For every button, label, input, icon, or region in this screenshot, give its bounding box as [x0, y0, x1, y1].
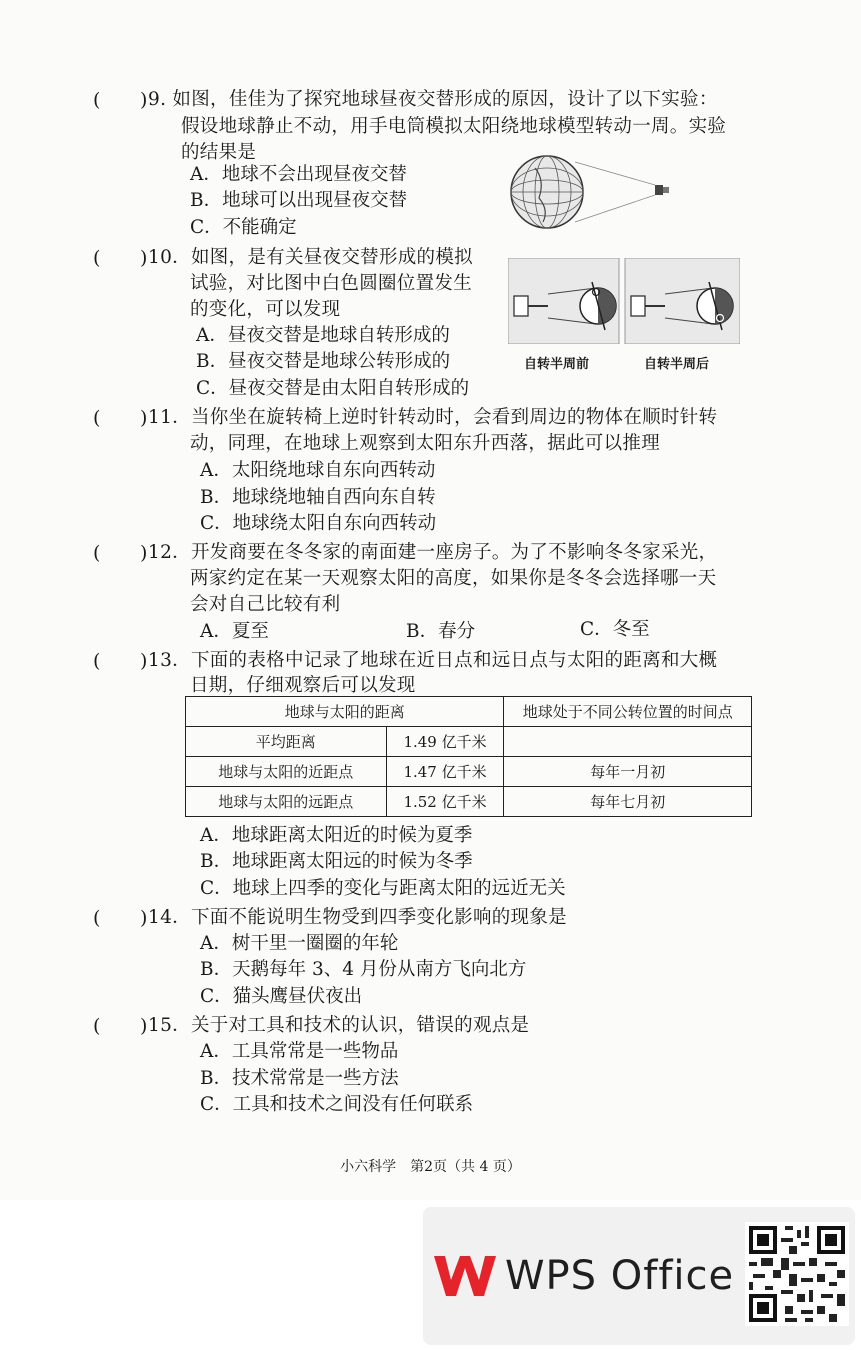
- q10-text-line3: 的变化，可以发现: [190, 299, 341, 320]
- q15-text-line1: 15．关于对工具和技术的认识，错误的观点是: [148, 1015, 530, 1036]
- q11-text-line1: 11．当你坐在旋转椅上逆时针转动时，会看到周边的物体在顺时针转: [148, 407, 718, 428]
- fig-label-before: 自转半周前: [524, 357, 590, 372]
- q14-option-a: A．树干里一圈圈的年轮: [200, 933, 399, 954]
- answer-paren-close: ): [140, 650, 148, 672]
- wps-brand-text: WPS Office: [505, 1253, 735, 1299]
- q9-text-line1: 9. 如图，佳佳为了探究地球昼夜交替形成的原因，设计了以下实验：: [148, 89, 718, 110]
- q12-text-line3: 会对自己比较有利: [190, 594, 341, 615]
- q11-option-a: A．太阳绕地球自东向西转动: [200, 460, 436, 481]
- q10-text-line2: 试验，对比图中白色圆圈位置发生: [190, 273, 473, 294]
- q12-option-b: B．春分: [406, 621, 476, 642]
- q10-text-line1: 10．如图，是有关昼夜交替形成的模拟: [148, 247, 473, 268]
- q10-option-a: A．昼夜交替是地球自转形成的: [196, 325, 450, 346]
- q13-option-a: A．地球距离太阳近的时候为夏季: [200, 825, 473, 846]
- table-cell: 平均距离: [186, 727, 387, 757]
- table-header-cell: 地球处于不同公转位置的时间点: [504, 697, 752, 727]
- q11-text-line2: 动，同理，在地球上观察到太阳东升西落，据此可以推理: [190, 433, 661, 454]
- answer-paren-open: (: [93, 907, 101, 929]
- table-cell: 1.52 亿千米: [386, 787, 504, 817]
- q15-option-b: B．技术常常是一些方法: [200, 1068, 399, 1089]
- q9-text-line3: 的结果是: [181, 142, 257, 163]
- q9-text-line2: 假设地球静止不动，用手电筒模拟太阳绕地球模型转动一周。实验: [181, 116, 727, 137]
- q12-option-a: A．夏至: [200, 621, 269, 642]
- q13-option-c: C．地球上四季的变化与距离太阳的远近无关: [200, 878, 566, 899]
- answer-paren-close: ): [140, 907, 148, 929]
- table-cell: 每年一月初: [504, 757, 752, 787]
- day-night-rotation-figure: [508, 258, 740, 344]
- table-cell: [504, 727, 752, 757]
- answer-paren-open: (: [93, 407, 101, 429]
- q10-option-c: C．昼夜交替是由太阳自转形成的: [196, 378, 470, 399]
- q9-option-a: A．地球不会出现昼夜交替: [190, 164, 407, 185]
- q13-text-line1: 13．下面的表格中记录了地球在近日点和远日点与太阳的距离和大概: [148, 650, 718, 671]
- page-footer: 小六科学 第2页（共 4 页）: [340, 1159, 521, 1175]
- q14-option-b: B．天鹅每年 3、4 月份从南方飞向北方: [200, 959, 527, 980]
- q12-option-c: C．冬至: [580, 619, 650, 640]
- answer-paren-close: ): [140, 407, 148, 429]
- q11-option-b: B．地球绕地轴自西向东自转: [200, 487, 436, 508]
- q13-text-line2: 日期，仔细观察后可以发现: [190, 675, 416, 696]
- table-header-row: [186, 697, 752, 727]
- answer-paren-open: (: [93, 542, 101, 564]
- table-cell: 地球与太阳的近距点: [186, 757, 387, 787]
- table-row: [186, 727, 752, 757]
- table-cell: 每年七月初: [504, 787, 752, 817]
- table-cell: 1.49 亿千米: [386, 727, 504, 757]
- answer-paren-close: ): [140, 247, 148, 269]
- answer-paren-close: ): [140, 1015, 148, 1037]
- q9-option-c: C．不能确定: [190, 217, 297, 238]
- table-cell: 地球与太阳的远距点: [186, 787, 387, 817]
- q9-option-b: B．地球可以出现昼夜交替: [190, 190, 408, 211]
- q13-option-b: B．地球距离太阳远的时候为冬季: [200, 851, 473, 872]
- table-row: [186, 757, 752, 787]
- fig-label-after: 自转半周后: [644, 357, 710, 372]
- table-cell: 1.47 亿千米: [386, 757, 504, 787]
- q14-text-line1: 14．下面不能说明生物受到四季变化影响的现象是: [148, 907, 567, 928]
- globe-flashlight-figure: [505, 150, 695, 235]
- sun-distance-table: [185, 696, 752, 817]
- answer-paren-close: ): [140, 542, 148, 564]
- table-header-cell: 地球与太阳的距离: [186, 697, 504, 727]
- q14-option-c: C．猫头鹰昼伏夜出: [200, 986, 363, 1007]
- wps-logo-icon: [432, 1252, 498, 1300]
- q11-option-c: C．地球绕太阳自东向西转动: [200, 513, 437, 534]
- answer-paren-open: (: [93, 1015, 101, 1037]
- answer-paren-close: ): [140, 89, 148, 111]
- q15-option-a: A．工具常常是一些物品: [200, 1041, 399, 1062]
- qr-code-icon: [745, 1222, 849, 1326]
- q15-option-c: C．工具和技术之间没有任何联系: [200, 1094, 474, 1115]
- q10-option-b: B．昼夜交替是地球公转形成的: [196, 351, 451, 372]
- answer-paren-open: (: [93, 247, 101, 269]
- table-row: [186, 787, 752, 817]
- answer-paren-open: (: [93, 650, 101, 672]
- q12-text-line2: 两家约定在某一天观察太阳的高度，如果你是冬冬会选择哪一天: [190, 568, 717, 589]
- q12-text-line1: 12．开发商要在冬冬家的南面建一座房子。为了不影响冬冬家采光，: [148, 542, 718, 563]
- answer-paren-open: (: [93, 89, 101, 111]
